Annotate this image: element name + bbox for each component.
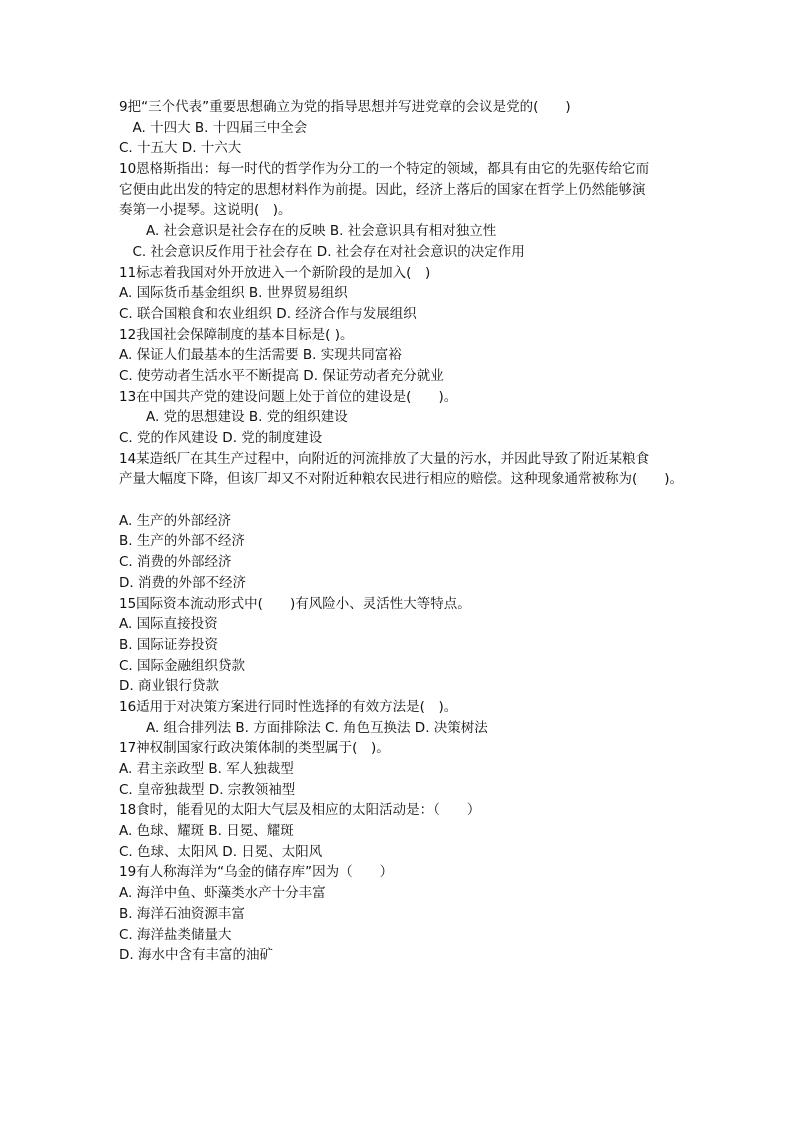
q17-stem: 17神权制国家行政决策体制的类型属于( )。 xyxy=(119,740,390,757)
q12-stem: 12我国社会保障制度的基本目标是( )。 xyxy=(119,326,354,343)
q14-option-a: A. 生产的外部经济 xyxy=(119,512,232,529)
q14-option-b: B. 生产的外部不经济 xyxy=(119,533,245,550)
q19-option-b: B. 海洋石油资源丰富 xyxy=(119,905,245,922)
q18-options-ab: A. 色球、耀斑 B. 日冕、耀斑 xyxy=(119,823,294,840)
q14-stem-line-1: 14某造纸厂在其生产过程中，向附近的河流排放了大量的污水，并因此导致了附近某粮食 xyxy=(119,450,650,467)
q13-stem: 13在中国共产党的建设问题上处于首位的建设是( )。 xyxy=(119,388,458,405)
q10-stem-line-1: 10恩格斯指出：每一时代的哲学作为分工的一个特定的领域，都具有由它的先驱传给它而 xyxy=(119,161,650,178)
q10-options-ab: A. 社会意识是社会存在的反映 B. 社会意识具有相对独立性 xyxy=(119,223,497,240)
q19-option-c: C. 海洋盐类储量大 xyxy=(119,926,232,943)
q9-options-ab: A. 十四大 B. 十四届三中全会 xyxy=(119,119,308,136)
q17-options-ab: A. 君主亲政型 B. 军人独裁型 xyxy=(119,761,294,777)
q15-option-c: C. 国际金融组织贷款 xyxy=(119,657,246,674)
q14-option-c: C. 消费的外部经济 xyxy=(119,554,232,571)
q17-options-cd: C. 皇帝独裁型 D. 宗教领袖型 xyxy=(119,781,296,798)
q15-stem: 15国际资本流动形式中( )有风险小、灵活性大等特点。 xyxy=(119,595,471,612)
q9-stem: 9把“三个代表”重要思想确立为党的指导思想并写进党章的会议是党的( ) xyxy=(119,99,571,115)
q18-options-cd: C. 色球、太阳风 D. 日冕、太阳风 xyxy=(119,843,323,860)
blank-line xyxy=(119,490,699,511)
q16-stem: 16适用于对决策方案进行同时性选择的有效方法是( )。 xyxy=(119,698,458,715)
q15-option-b: B. 国际证券投资 xyxy=(119,636,218,653)
q11-stem: 11标志着我国对外开放进入一个新阶段的是加入( ) xyxy=(119,264,431,281)
q16-options: A. 组合排列法 B. 方面排除法 C. 角色互换法 D. 决策树法 xyxy=(119,719,488,736)
q15-option-a: A. 国际直接投资 xyxy=(119,616,218,633)
q11-options-ab: A. 国际货币基金组织 B. 世界贸易组织 xyxy=(119,285,348,302)
q10-stem-line-3: 奏第一小提琴。这说明( )。 xyxy=(119,202,292,219)
q13-options-ab: A. 党的思想建设 B. 党的组织建设 xyxy=(119,409,348,426)
q11-options-cd: C. 联合国粮食和农业组织 D. 经济合作与发展组织 xyxy=(119,305,417,322)
q19-option-d: D. 海水中含有丰富的油矿 xyxy=(119,947,273,964)
question-list xyxy=(119,97,699,966)
q9-options-cd: C. 十五大 D. 十六大 xyxy=(119,140,242,157)
q19-option-a: A. 海洋中鱼、虾藻类水产十分丰富 xyxy=(119,885,326,902)
q14-option-d: D. 消费的外部不经济 xyxy=(119,574,246,591)
q10-options-cd: C. 社会意识反作用于社会存在 D. 社会存在对社会意识的决定作用 xyxy=(119,243,525,260)
q15-option-d: D. 商业银行贷款 xyxy=(119,678,219,695)
q14-stem-line-2: 产量大幅度下降，但该厂却又不对附近种粮农民进行相应的赔偿。这种现象通常被称为( )。 xyxy=(119,471,684,488)
q10-stem-line-2: 它便由此出发的特定的思想材料作为前提。因此，经济上落后的国家在哲学上仍然能够演 xyxy=(119,181,646,198)
q19-stem: 19有人称海洋为“乌金的储存库”因为（ ） xyxy=(119,864,394,881)
q12-options-cd: C. 使劳动者生活水平不断提高 D. 保证劳动者充分就业 xyxy=(119,367,444,384)
q13-options-cd: C. 党的作风建设 D. 党的制度建设 xyxy=(119,430,323,446)
q12-options-ab: A. 保证人们最基本的生活需要 B. 实现共同富裕 xyxy=(119,347,402,364)
q18-stem: 18食时，能看见的太阳大气层及相应的太阳活动是：（ ） xyxy=(119,802,481,819)
